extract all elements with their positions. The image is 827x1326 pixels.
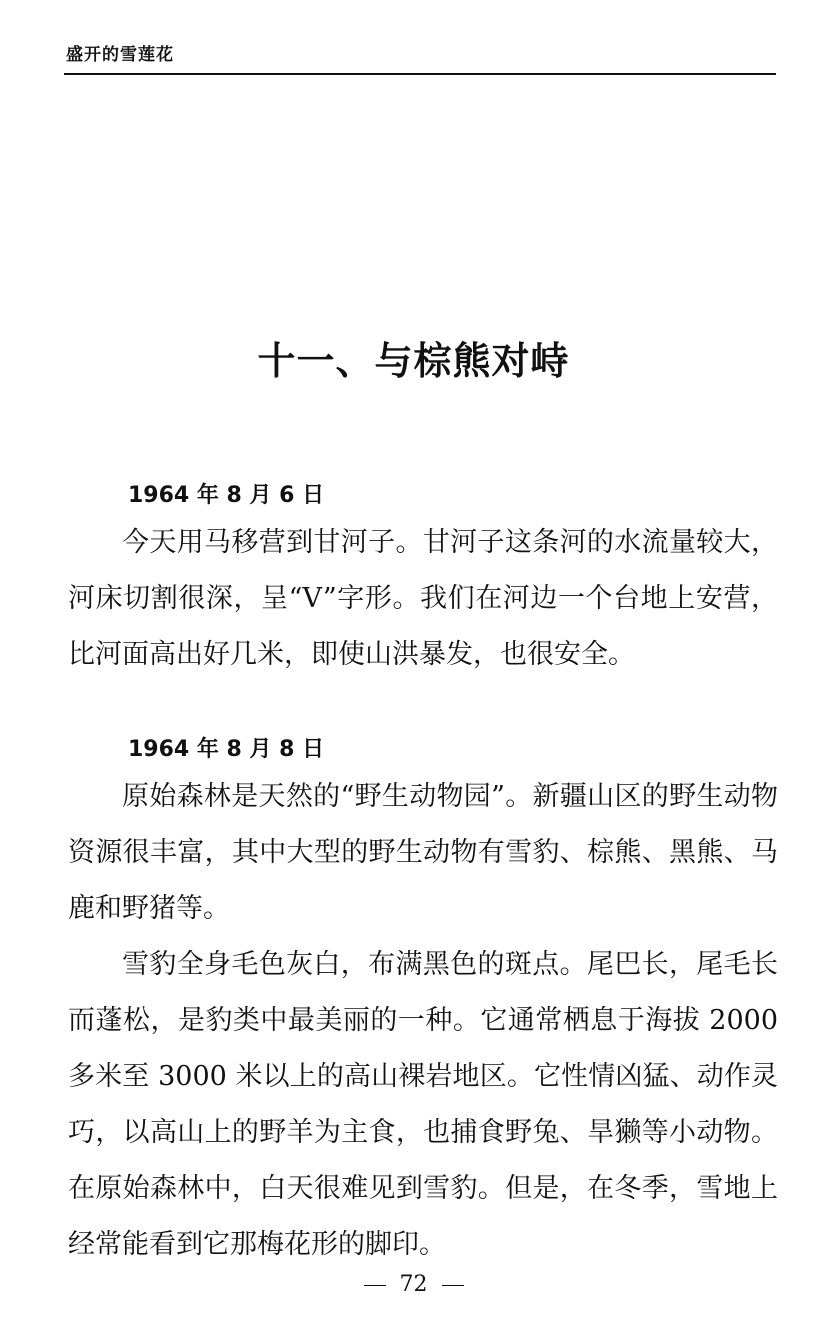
- diary-entry: [68, 477, 778, 683]
- page-number-dash-right: [442, 1285, 464, 1286]
- header-rule: [64, 73, 776, 75]
- chapter-title: 十一、与棕熊对峙: [257, 339, 570, 383]
- entry-date: 1964 年 8 月 6 日: [128, 483, 325, 508]
- page-number-value: 72: [399, 1272, 428, 1297]
- entry-paragraph: 雪豹全身毛色灰白，布满黑色的斑点。尾巴长，尾毛长而蓬松，是豹类中最美丽的一种。它通常栖息于海拔 2000 多米至 3000 米以上的高山裸岩地区。它性情凶猛、动作灵巧，以高山上的野羊为主食，也捕食野兔、旱獭等小动物。在原始森林中，白天很难见到雪豹。但是，在冬季，雪地上经常能看到它那梅花形的脚印。: [68, 949, 778, 1260]
- entry-paragraph: 原始森林是天然的“野生动物园”。新疆山区的野生动物资源很丰富，其中大型的野生动物有雪豹、棕熊、黑熊、马鹿和野猪等。: [68, 781, 778, 924]
- running-head-title: 盛开的雪莲花: [66, 45, 174, 65]
- entry-date: 1964 年 8 月 8 日: [128, 737, 325, 762]
- diary-entry: [68, 731, 778, 1273]
- entry-paragraph: 今天用马移营到甘河子。甘河子这条河的水流量较大，河床切割很深，呈“V”字形。我们在河边一个台地上安营，比河面高出好几米，即使山洪暴发，也很安全。: [68, 527, 778, 670]
- page-number: [0, 1272, 827, 1297]
- page-number-dash-left: [364, 1285, 386, 1286]
